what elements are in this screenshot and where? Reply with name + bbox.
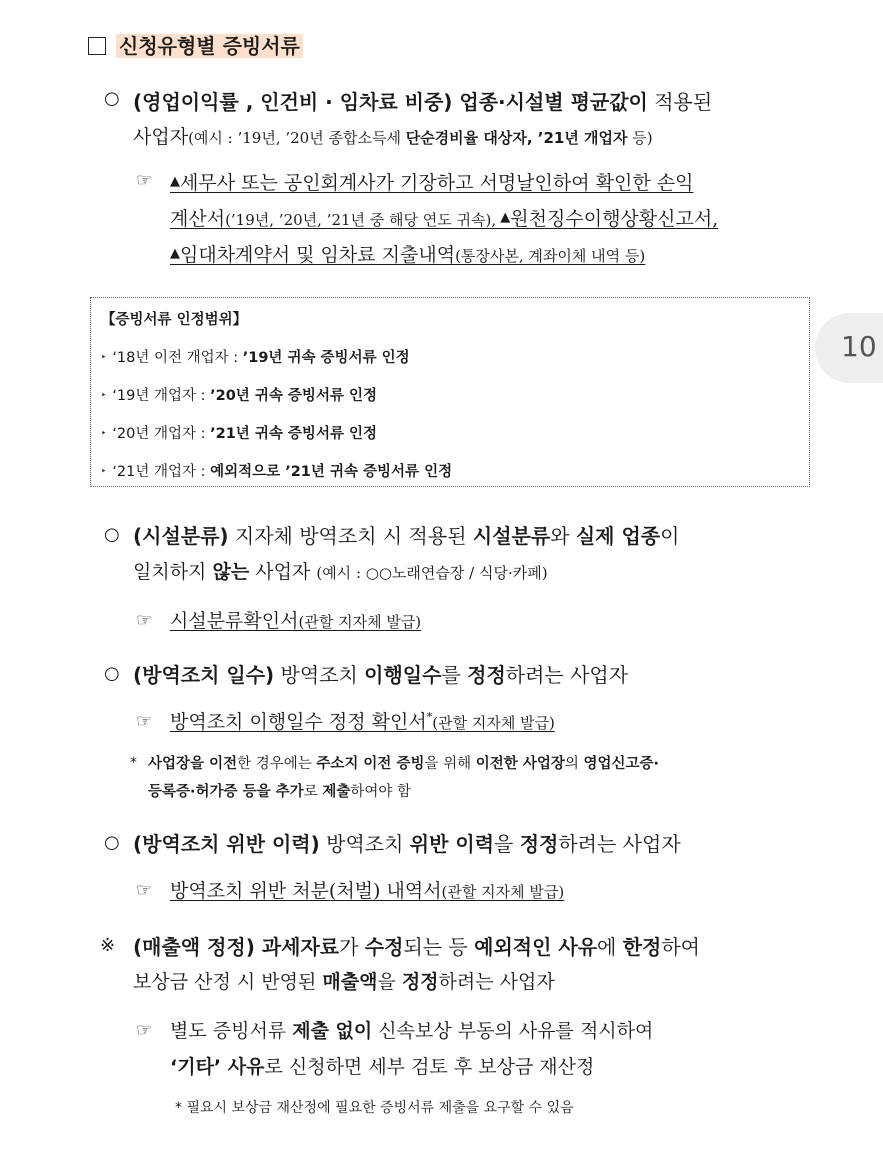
pointing-hand-icon: ☞ (136, 1020, 153, 1041)
s1-doc-line-1: ▲세무사 또는 공인회계사가 기장하고 서명날인하여 확인한 손익 (170, 172, 694, 194)
range-line: ‣ ‘20년 개업자 : ’21년 귀속 증빙서류 인정 (101, 426, 378, 442)
bullet-circle: ○ (104, 663, 120, 684)
s5-heading: (매출액 정정) (133, 935, 255, 959)
range-box-title: 【증빙서류 인정범위】 (101, 312, 248, 328)
pointing-hand-icon: ☞ (136, 170, 153, 191)
recognition-range-box (90, 297, 810, 487)
checkbox-square-icon (88, 37, 106, 55)
range-line: ‣ ‘21년 개업자 : 예외적으로 ’21년 귀속 증빙서류 인정 (101, 464, 453, 480)
s4-heading: (방역조치 위반 이력) (133, 832, 320, 856)
title-text: 신청유형별 증빙서류 (116, 34, 303, 58)
triangle-bullet-icon: ‣ (101, 467, 107, 477)
s5-doc-line-1: 별도 증빙서류 제출 없이 신속보상 부동의 사유를 적시하여 (170, 1020, 654, 1042)
triangle-bullet-icon: ‣ (101, 391, 107, 401)
s2-line-2: 일치하지 않는 사업자 (예시 : ○○노래연습장 / 식당·카페) (133, 561, 548, 583)
s3-heading: (방역조치 일수) (133, 663, 275, 687)
s2-heading: (시설분류) (133, 524, 229, 548)
s1-doc-line-3: ▲임대차계약서 및 임차료 지출내역(통장사본, 계좌이체 내역 등) (170, 244, 646, 266)
s2-line-1: (시설분류) 지자체 방역조치 시 적용된 시설분류와 실제 업종이 (133, 524, 680, 548)
s1-heading: (영업이익률 , 인건비 · 임차료 비중) (133, 90, 453, 114)
triangle-bullet-icon: ‣ (101, 353, 107, 363)
s5-line-1: (매출액 정정) 과세자료가 수정되는 등 예외적인 사유에 한정하여 (133, 935, 700, 959)
bullet-circle: ○ (104, 524, 120, 545)
s5-doc-line-2: ‘기타’ 사유로 신청하면 세부 검토 후 보상금 재산정 (170, 1056, 595, 1078)
pointing-hand-icon: ☞ (136, 711, 153, 732)
range-line: ‣ ‘18년 이전 개업자 : ’19년 귀속 증빙서류 인정 (101, 350, 410, 366)
s4-line-1: (방역조치 위반 이력) 방역조치 위반 이력을 정정하려는 사업자 (133, 832, 681, 856)
page-title (88, 30, 303, 59)
page-number: 10 (841, 330, 877, 363)
s3-note-line-2: 등록증·허가증 등을 추가로 제출하여야 함 (148, 784, 411, 800)
pointing-hand-icon: ☞ (136, 880, 153, 901)
bullet-circle: ○ (104, 832, 120, 853)
s1-line-1: (영업이익률 , 인건비 · 임차료 비중) 업종·시설별 평균값이 적용된 (133, 90, 713, 114)
reference-mark-bullet: ※ (100, 935, 116, 956)
s3-note-line-1: 사업장을 이전한 경우에는 주소지 이전 증빙을 위해 이전한 사업장의 영업신고증· (148, 756, 660, 772)
s3-doc-line: 방역조치 이행일수 정정 확인서*(관할 지자체 발급) (170, 710, 555, 733)
s5-line-2: 보상금 산정 시 반영된 매출액을 정정하려는 사업자 (133, 971, 555, 993)
s1-doc-line-2: 계산서(’19년, ’20년, ’21년 중 해당 연도 귀속), ▲원천징수이행상황신고서, (170, 208, 719, 230)
s2-doc-line: 시설분류확인서(관할 지자체 발급) (170, 610, 422, 632)
range-line: ‣ ‘19년 개업자 : ’20년 귀속 증빙서류 인정 (101, 388, 378, 404)
page-number-tab (815, 313, 883, 383)
s1-line-2: 사업자(예시 : ’19년, ’20년 종합소득세 단순경비율 대상자, ’21년 개업자 등) (133, 126, 653, 148)
s5-note: * 필요시 보상금 재산정에 필요한 증빙서류 제출을 요구할 수 있음 (175, 1100, 574, 1116)
bullet-circle: ○ (104, 88, 120, 109)
triangle-bullet-icon: ‣ (101, 429, 107, 439)
s3-note-star: * (130, 755, 137, 771)
s4-doc-line: 방역조치 위반 처분(처벌) 내역서(관할 지자체 발급) (170, 880, 565, 902)
pointing-hand-icon: ☞ (136, 610, 153, 631)
s3-line-1: (방역조치 일수) 방역조치 이행일수를 정정하려는 사업자 (133, 663, 629, 687)
